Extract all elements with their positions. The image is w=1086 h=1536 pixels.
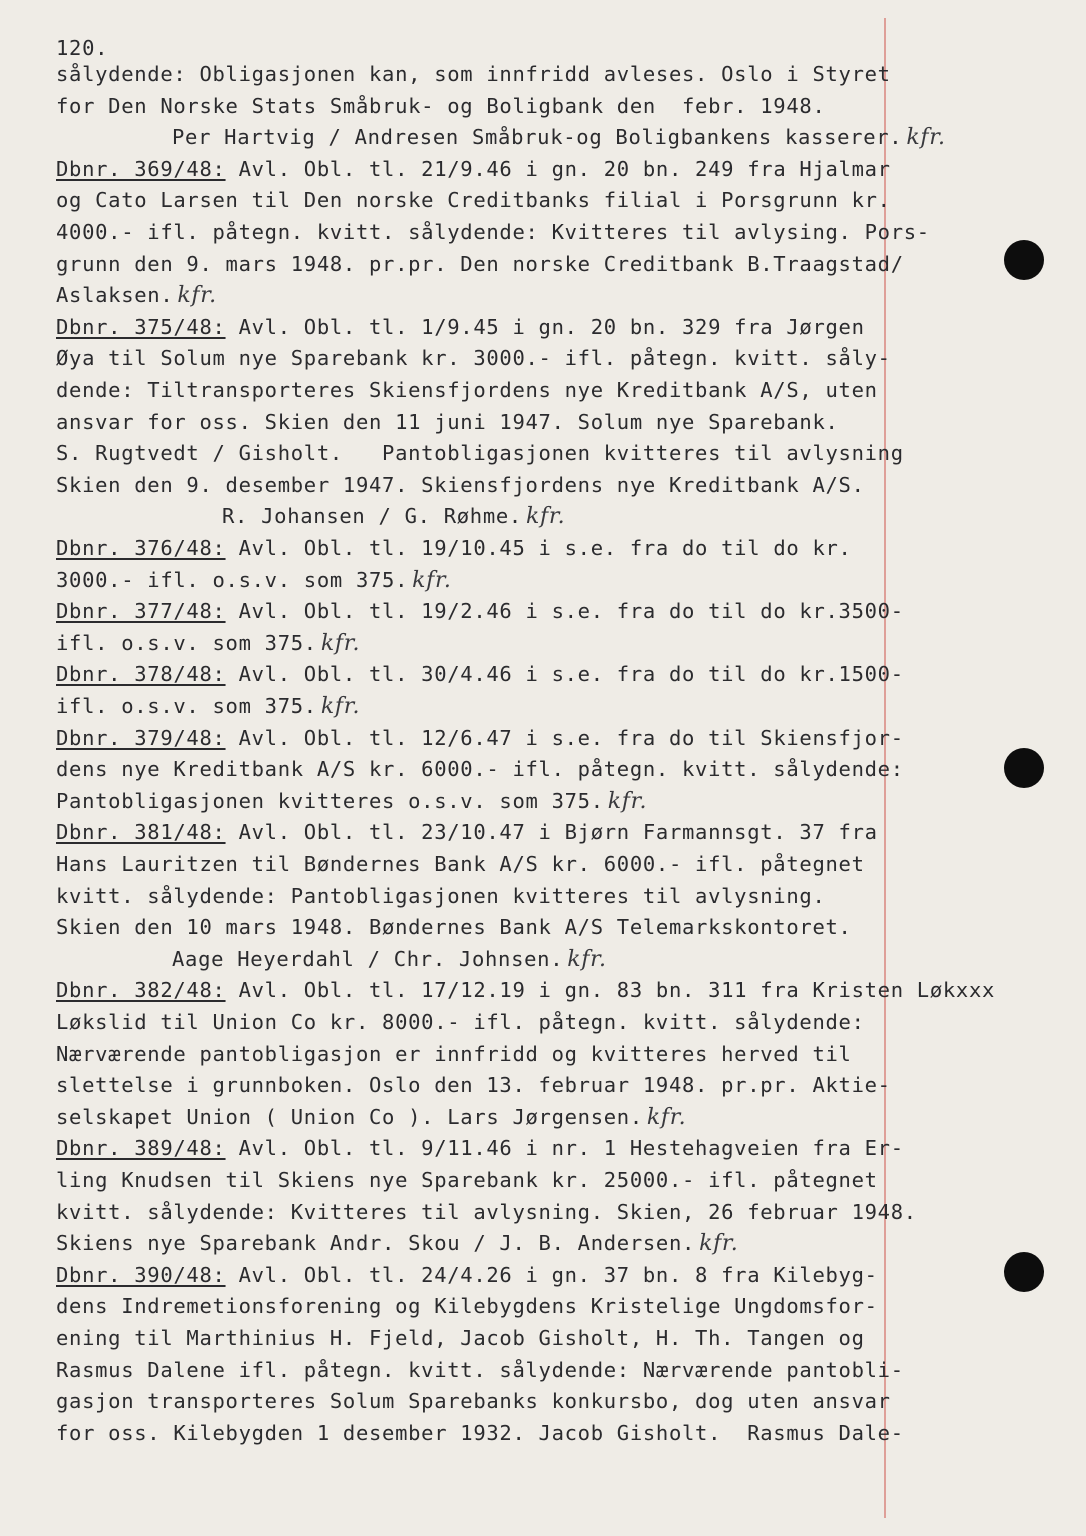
- line-text: slettelse i grunnboken. Oslo den 13. februar 1948. pr.pr. Aktie-: [56, 1073, 891, 1097]
- text-line: [172, 125, 946, 150]
- line-text: Avl. Obl. tl. 30/4.46 i s.e. fra do til do kr.1500-: [225, 662, 904, 686]
- line-text: Øya til Solum nye Sparebank kr. 3000.- ifl. påtegn. kvitt. såly-: [56, 346, 891, 370]
- line-text: Rasmus Dalene ifl. påtegn. kvitt. sålydende: Nærværende pantobli-: [56, 1358, 904, 1382]
- entry-line: [56, 662, 904, 686]
- text-line: [56, 252, 904, 276]
- line-text: ifl. o.s.v. som 375.: [56, 694, 317, 718]
- line-text: Avl. Obl. tl. 12/6.47 i s.e. fra do til Skiensfjor-: [225, 726, 904, 750]
- text-line: [56, 441, 904, 465]
- entry-ref: Dbnr. 369/48:: [56, 157, 226, 181]
- line-text: Skien den 10 mars 1948. Bøndernes Bank A/S Telemarkskontoret.: [56, 915, 852, 939]
- entry-line: [56, 1136, 904, 1160]
- text-line: [56, 1326, 865, 1350]
- text-line: [56, 410, 839, 434]
- line-text: R. Johansen / G. Røhme.: [222, 504, 522, 528]
- text-line: [56, 62, 891, 86]
- text-line: [56, 346, 891, 370]
- text-line: [56, 1231, 738, 1256]
- page-number: 120.: [56, 36, 109, 60]
- text-line: [56, 852, 865, 876]
- punch-hole-top: [1004, 240, 1044, 280]
- line-text: Avl. Obl. tl. 9/11.46 i nr. 1 Hestehagveien fra Er-: [225, 1136, 904, 1160]
- entry-line: [56, 157, 891, 181]
- text-line: [56, 884, 825, 908]
- line-text: dende: Tiltransporteres Skiensfjordens nye Kreditbank A/S, uten: [56, 378, 878, 402]
- entry-ref: Dbnr. 378/48:: [56, 662, 226, 686]
- line-text: Pantobligasjonen kvitteres o.s.v. som 375.: [56, 789, 604, 813]
- handwritten-initials: kfr.: [646, 1105, 687, 1130]
- entry-ref: Dbnr. 381/48:: [56, 820, 226, 844]
- line-text: grunn den 9. mars 1948. pr.pr. Den norske Creditbank B.Traagstad/: [56, 252, 904, 276]
- handwritten-initials: kfr.: [320, 694, 361, 719]
- punch-hole-bottom: [1004, 1252, 1044, 1292]
- entry-line: [56, 315, 865, 339]
- entry-ref: Dbnr. 375/48:: [56, 315, 226, 339]
- text-line: [56, 1105, 686, 1130]
- text-line: [56, 915, 852, 939]
- text-line: [56, 1294, 878, 1318]
- text-line: [56, 1168, 878, 1192]
- handwritten-initials: kfr.: [525, 504, 566, 529]
- text-line: [56, 568, 452, 593]
- line-text: 3000.- ifl. o.s.v. som 375.: [56, 568, 409, 592]
- line-text: Avl. Obl. tl. 19/2.46 i s.e. fra do til do kr.3500-: [225, 599, 904, 623]
- handwritten-initials: kfr.: [567, 947, 607, 972]
- line-text: og Cato Larsen til Den norske Creditbanks filial i Porsgrunn kr.: [56, 188, 891, 212]
- line-text: Avl. Obl. tl. 17/12.19 i gn. 83 bn. 311 fra Kristen Løkxxx: [225, 978, 996, 1002]
- line-text: Skiens nye Sparebank Andr. Skou / J. B. Andersen.: [56, 1231, 696, 1255]
- text-line: [56, 694, 360, 719]
- text-line: [56, 1421, 904, 1445]
- entry-line: [56, 536, 852, 560]
- text-line: [56, 1389, 891, 1413]
- line-text: Per Hartvig / Andresen Småbruk-og Boligbankens kasserer.: [172, 125, 903, 149]
- line-text: Avl. Obl. tl. 24/4.26 i gn. 37 bn. 8 fra Kilebyg-: [225, 1263, 878, 1287]
- entry-ref: Dbnr. 382/48:: [56, 978, 226, 1002]
- text-line: [56, 1073, 891, 1097]
- line-text: kvitt. sålydende: Pantobligasjonen kvitteres til avlysning.: [56, 884, 826, 908]
- line-text: gasjon transporteres Solum Sparebanks konkursbo, dog uten ansvar: [56, 1389, 891, 1413]
- handwritten-initials: kfr.: [412, 568, 452, 593]
- text-line: [56, 1010, 865, 1034]
- line-text: Hans Lauritzen til Bøndernes Bank A/S kr. 6000.- ifl. påtegnet: [56, 852, 865, 876]
- text-line: [56, 1358, 904, 1382]
- handwritten-initials: kfr.: [699, 1231, 739, 1256]
- entry-line: [56, 599, 904, 623]
- handwritten-initials: kfr.: [906, 125, 946, 150]
- line-text: 4000.- ifl. påtegn. kvitt. sålydende: Kvitteres til avlysing. Pors-: [56, 220, 930, 244]
- entry-line: [56, 726, 904, 750]
- handwritten-initials: kfr.: [320, 631, 361, 656]
- line-text: S. Rugtvedt / Gisholt. Pantobligasjonen kvitteres til avlysning: [56, 441, 904, 465]
- line-text: dens nye Kreditbank A/S kr. 6000.- ifl. påtegn. kvitt. sålydende:: [56, 757, 904, 781]
- text-line: [56, 283, 217, 308]
- entry-ref: Dbnr. 389/48:: [56, 1136, 226, 1160]
- line-text: Aage Heyerdahl / Chr. Johnsen.: [172, 947, 564, 971]
- line-text: Avl. Obl. tl. 21/9.46 i gn. 20 bn. 249 fra Hjalmar: [225, 157, 891, 181]
- text-line: [222, 504, 565, 529]
- line-text: for Den Norske Stats Småbruk- og Boligbank den febr. 1948.: [56, 94, 826, 118]
- handwritten-initials: kfr.: [177, 283, 217, 308]
- line-text: for oss. Kilebygden 1 desember 1932. Jacob Gisholt. Rasmus Dale-: [56, 1421, 904, 1445]
- line-text: Skien den 9. desember 1947. Skiensfjordens nye Kreditbank A/S.: [56, 473, 865, 497]
- line-text: Avl. Obl. tl. 19/10.45 i s.e. fra do til do kr.: [225, 536, 852, 560]
- entry-ref: Dbnr. 376/48:: [56, 536, 226, 560]
- punch-hole-middle: [1004, 748, 1044, 788]
- entry-ref: Dbnr. 390/48:: [56, 1263, 226, 1287]
- entry-line: [56, 1263, 878, 1287]
- entry-line: [56, 978, 995, 1002]
- line-text: Nærværende pantobligasjon er innfridd og kvitteres herved til: [56, 1042, 852, 1066]
- text-line: [56, 631, 360, 656]
- text-line: [56, 220, 930, 244]
- line-text: Aslaksen.: [56, 283, 174, 307]
- text-line: [56, 94, 825, 118]
- line-text: ansvar for oss. Skien den 11 juni 1947. Solum nye Sparebank.: [56, 410, 839, 434]
- entry-ref: Dbnr. 377/48:: [56, 599, 226, 623]
- line-text: ening til Marthinius H. Fjeld, Jacob Gisholt, H. Th. Tangen og: [56, 1326, 865, 1350]
- entry-ref: Dbnr. 379/48:: [56, 726, 226, 750]
- line-text: kvitt. sålydende: Kvitteres til avlysning. Skien, 26 februar 1948.: [56, 1200, 917, 1224]
- text-line: [172, 947, 607, 972]
- line-text: dens Indremetionsforening og Kilebygdens Kristelige Ungdomsfor-: [56, 1294, 878, 1318]
- line-text: Avl. Obl. tl. 23/10.47 i Bjørn Farmannsgt. 37 fra: [225, 820, 878, 844]
- line-text: ling Knudsen til Skiens nye Sparebank kr. 25000.- ifl. påtegnet: [56, 1168, 878, 1192]
- line-text: Avl. Obl. tl. 1/9.45 i gn. 20 bn. 329 fra Jørgen: [225, 315, 865, 339]
- text-line: [56, 757, 904, 781]
- handwritten-initials: kfr.: [607, 789, 648, 814]
- text-line: [56, 1042, 852, 1066]
- line-text: sålydende: Obligasjonen kan, som innfridd avleses. Oslo i Styret: [56, 62, 891, 86]
- text-line: [56, 789, 647, 814]
- line-text: selskapet Union ( Union Co ). Lars Jørgensen.: [56, 1105, 643, 1129]
- entry-line: [56, 820, 878, 844]
- text-line: [56, 188, 891, 212]
- line-text: ifl. o.s.v. som 375.: [56, 631, 317, 655]
- line-text: Løkslid til Union Co kr. 8000.- ifl. påtegn. kvitt. sålydende:: [56, 1010, 865, 1034]
- text-line: [56, 473, 865, 497]
- text-line: [56, 1200, 917, 1224]
- text-line: [56, 378, 878, 402]
